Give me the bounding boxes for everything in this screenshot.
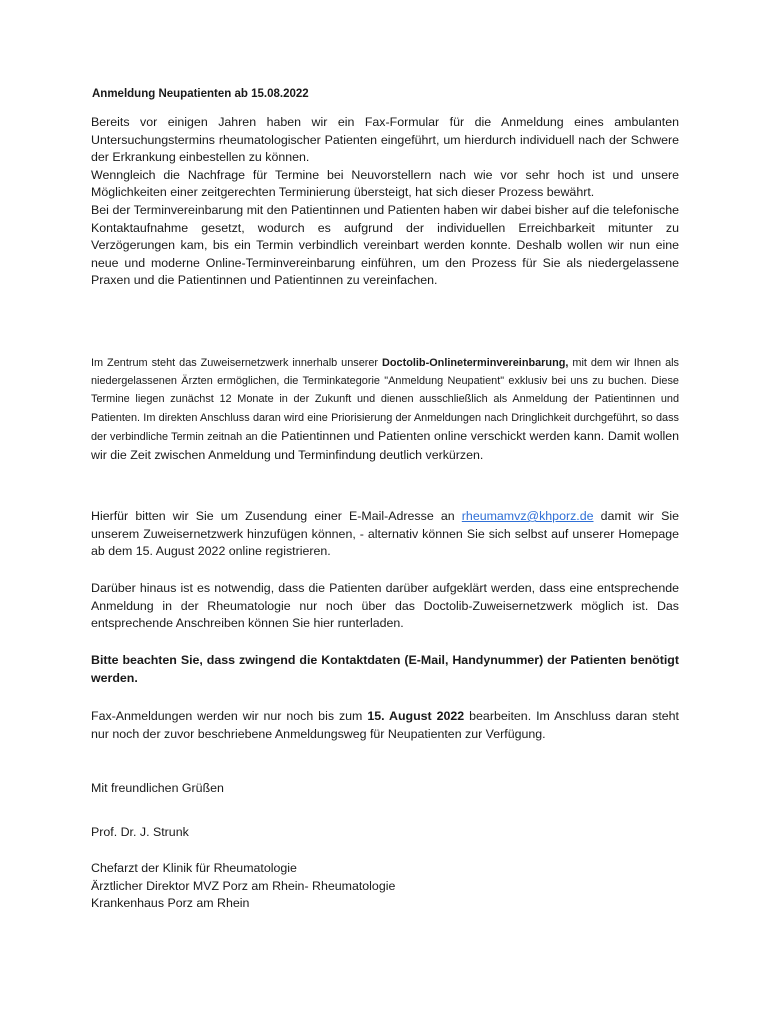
- role-line-1: Chefarzt der Klinik für Rheumatologie: [91, 861, 297, 875]
- notice-paragraph: Bitte beachten Sie, dass zwingend die Kontaktdaten (E-Mail, Handynummer) der Patienten benötigt werden.: [91, 653, 679, 685]
- center-text-bold: Doctolib-Onlineterminvereinbarung,: [382, 357, 569, 369]
- center-text-after: mit dem wir Ihnen als niedergelassenen Ärzten ermöglichen, die Terminkategorie "Anmeldung Neupatient" exklusiv bei uns zu buchen. Diese Termine liegen zunächst 12 Monate in der Zukunft und dienen ausschließlich als Anmeldung der Patientinnen und Patienten. Im direkten Anschluss daran wird eine Priorisierung der Anmeldungen nach Dringlichkeit durchgeführt, so dass der verbindliche Termin zeitnah an: [91, 357, 679, 443]
- intro-section: [91, 114, 679, 290]
- intro-paragraph-2: Wenngleich die Nachfrage für Termine bei Neuvorstellern nach wie vor sehr hoch ist und unsere Möglichkeiten einer zeitgerechten Terminierung übersteigt, hat sich dieser Prozess bewährt.: [91, 167, 679, 200]
- role-line-3: Krankenhaus Porz am Rhein: [91, 896, 250, 911]
- intro-paragraph-1: Bereits vor einigen Jahren haben wir ein Fax-Formular für die Anmeldung eines ambulanten Untersuchungstermins rheumatologischer Patienten eingeführt, um hierdurch individuell nach der Schwere der Erkrankung einbestellen zu können.: [91, 115, 679, 165]
- closing-greeting: Mit freundlichen Grüßen: [91, 781, 224, 795]
- center-text-tail: die Patientinnen und Patienten online verschickt werden kann. Damit wollen wir die Zeit zwischen Anmeldung und Terminfindung deutlich verkürzen.: [91, 428, 679, 463]
- role-line-2: Ärztlicher Direktor MVZ Porz am Rhein- Rheumatologie: [91, 878, 396, 893]
- email-text-after: damit wir Sie unserem Zuweisernetzwerk hinzufügen können, - alternativ können Sie sich selbst auf unserer Homepage ab dem 15. August 2022 online registrieren.: [91, 509, 679, 559]
- email-paragraph: [91, 508, 679, 561]
- fax-text-before: Fax-Anmeldungen werden wir nur noch bis zum: [91, 709, 368, 723]
- document-title: Anmeldung Neupatienten ab 15.08.2022: [92, 88, 309, 100]
- signature-name: Prof. Dr. J. Strunk: [91, 825, 189, 839]
- fax-text-after: bearbeiten. Im Anschluss daran steht nur noch der zuvor beschriebene Anmeldungsweg für Neupatienten zur Verfügung.: [91, 709, 679, 741]
- center-paragraph: [91, 354, 679, 465]
- intro-paragraph-3: Bei der Terminvereinbarung mit den Patientinnen und Patienten haben wir dabei bisher auf die telefonische Kontaktaufnahme gesetzt, wodurch es aufgrund der individuellen Erreichbarkeit mitunter zu Verzögerungen kam, bis ein Termin verbindlich vereinbart werden konnte. Deshalb wollen wir nun eine neue und moderne Online-Terminvereinbarung einführen, um den Prozess für Sie als niedergelassene Praxen und die Patientinnen und Patientinnen zu vereinfachen.: [91, 202, 679, 288]
- email-link[interactable]: rheumamvz@khporz.de: [461, 509, 594, 523]
- center-text-before: Im Zentrum steht das Zuweisernetzwerk innerhalb unserer: [91, 357, 383, 369]
- fax-paragraph: [91, 708, 679, 743]
- email-text-before: Hierfür bitten wir Sie um Zusendung einer E-Mail-Adresse an: [91, 509, 462, 523]
- info-paragraph: Darüber hinaus ist es notwendig, dass die Patienten darüber aufgeklärt werden, dass eine entsprechende Anmeldung in der Rheumatologie nur noch über das Doctolib-Zuweisernetzwerk möglich ist. Das entsprechende Anschreiben können Sie hier runterladen.: [91, 581, 679, 631]
- signature-roles: [91, 860, 679, 913]
- fax-text-bold: 15. August 2022: [367, 709, 465, 723]
